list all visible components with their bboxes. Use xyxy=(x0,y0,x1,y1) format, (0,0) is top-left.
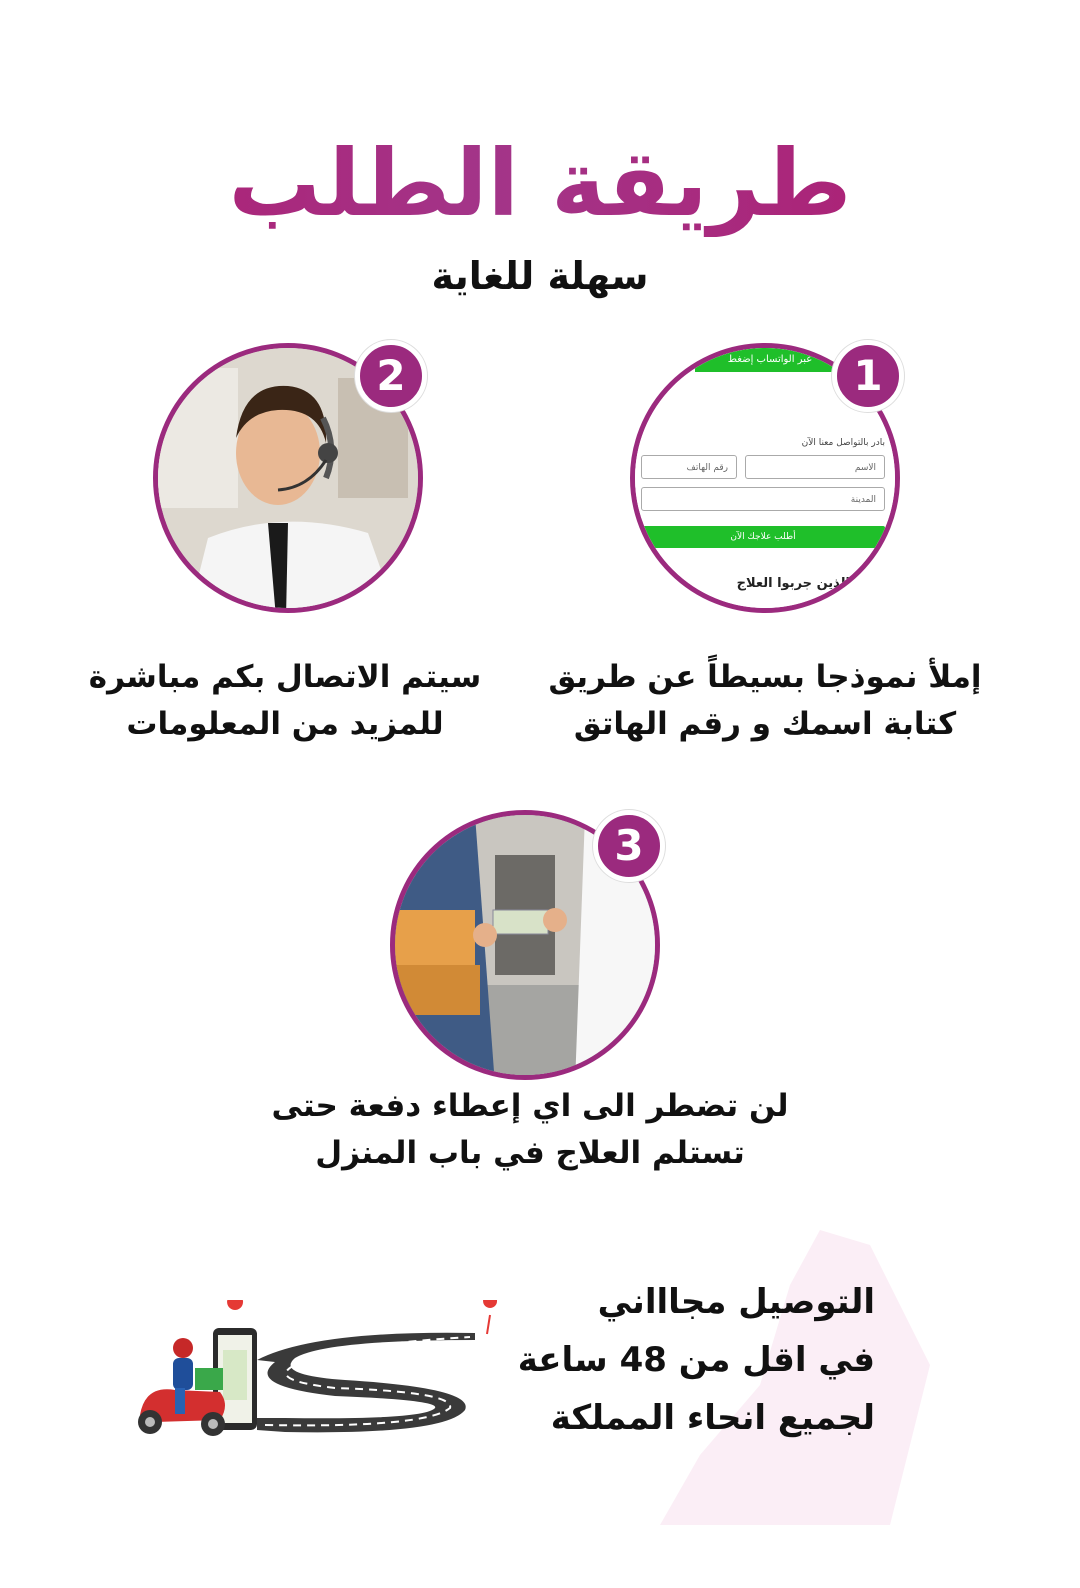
step-1-line-1: إملأ نموذجا بسيطاً عن طريق xyxy=(548,659,982,695)
delivery-line-1: التوصيل مجاااني xyxy=(597,1282,875,1322)
page-subtitle: سهلة للغاية xyxy=(431,254,649,298)
order-now-button[interactable]: أطلب علاجك الآن xyxy=(641,526,885,548)
form-top-banner: عبر الواتساب إضغط xyxy=(695,348,845,372)
step-1-line-2: كتابة اسمك و رقم الهاتق xyxy=(573,706,957,742)
step-2-line-1: سيتم الاتصال بكم مباشرة xyxy=(88,659,482,695)
form-intro-text: بادر بالتواصل معنا الآن xyxy=(801,438,885,448)
step-1-badge: 1 xyxy=(832,340,904,412)
city-field[interactable]: المدينة xyxy=(641,487,885,511)
free-delivery-text xyxy=(518,1273,875,1447)
step-3-description xyxy=(250,1083,810,1177)
step-3-line-1: لن تضطر الى اي إعطاء دفعة حتى xyxy=(271,1088,789,1124)
delivery-scooter-road-illustration xyxy=(125,1300,505,1450)
name-field[interactable]: الاسم xyxy=(745,455,885,479)
delivery-line-2: في اقل من 48 ساعة xyxy=(517,1340,875,1380)
step-3-badge: 3 xyxy=(593,810,665,882)
phone-field[interactable]: رقم الهاتف xyxy=(641,455,737,479)
step-2-line-2: للمزيد من المعلومات xyxy=(126,706,444,742)
step-3-line-2: تستلم العلاج في باب المنزل xyxy=(315,1135,745,1171)
step-2-badge: 2 xyxy=(355,340,427,412)
form-footer-text: الذين جربوا العلاج xyxy=(736,576,850,591)
delivery-line-3: لجميع انحاء المملكة xyxy=(550,1398,875,1438)
page-title: طريقة الطلب xyxy=(0,130,1080,237)
step-2-description xyxy=(70,654,500,748)
step-1-description xyxy=(545,654,985,748)
